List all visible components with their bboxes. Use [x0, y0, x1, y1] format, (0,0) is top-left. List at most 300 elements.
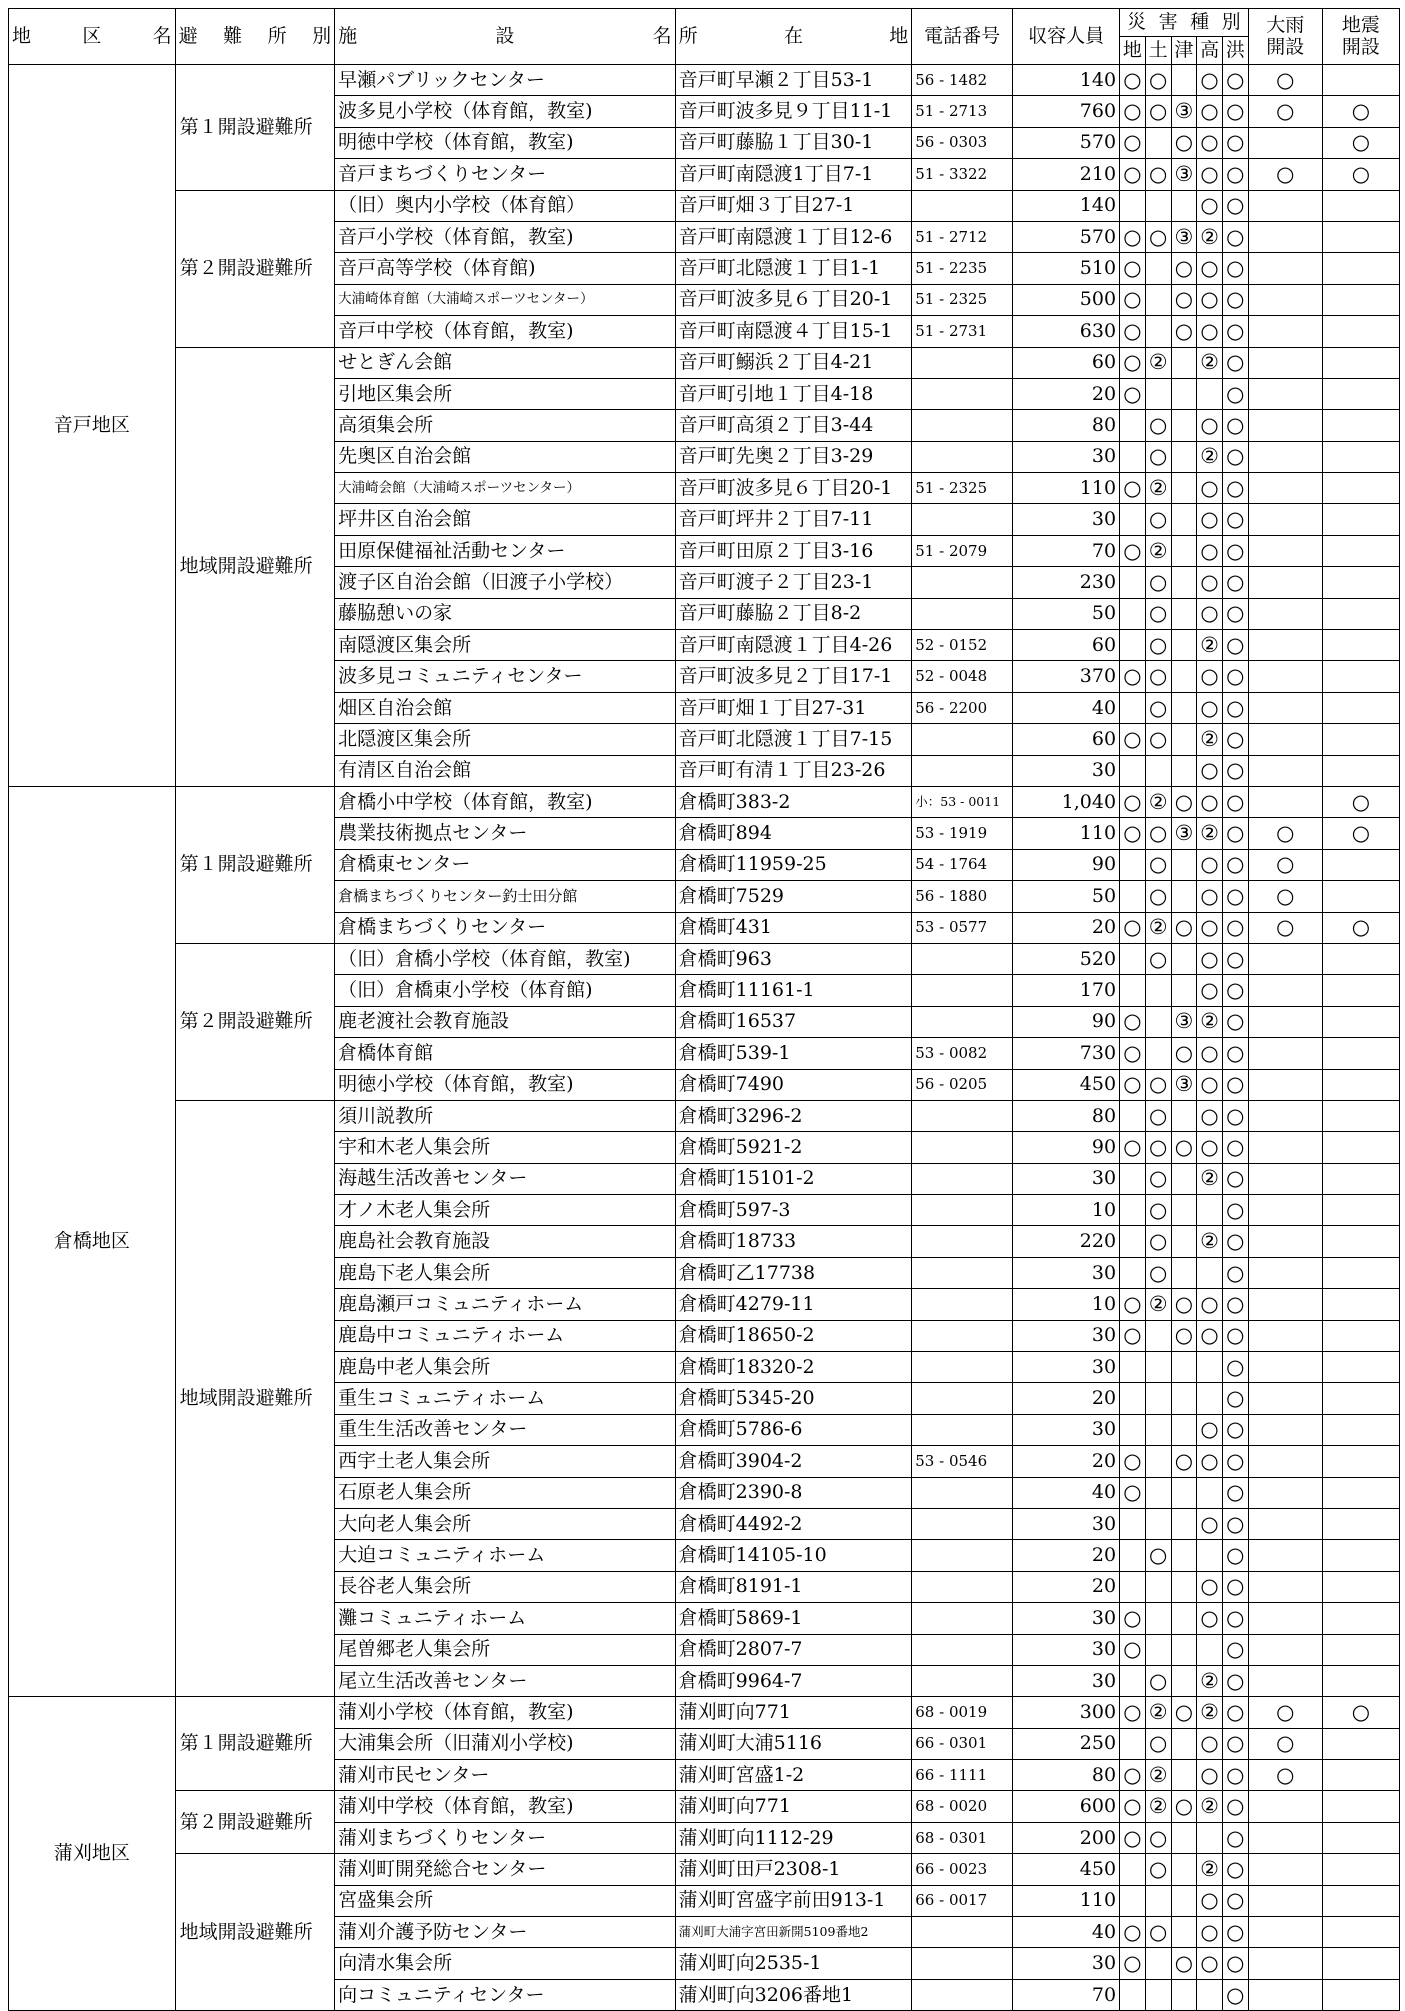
mark-earthquake	[1120, 755, 1146, 786]
mark-flood: ○	[1222, 567, 1248, 598]
facility-phone	[912, 1352, 1013, 1383]
facility-capacity: 200	[1013, 1822, 1120, 1853]
mark-landslide: ②	[1145, 912, 1171, 943]
mark-tsunami	[1171, 190, 1197, 221]
facility-name: 西宇土老人集会所	[335, 1446, 676, 1477]
facility-capacity: 450	[1013, 1854, 1120, 1885]
shelter-category: 第１開設避難所	[175, 1697, 334, 1791]
mark-earthquake-open	[1322, 221, 1399, 252]
mark-tsunami: ③	[1171, 159, 1197, 190]
mark-flood: ○	[1222, 1540, 1248, 1571]
mark-heavy-rain-open	[1248, 630, 1322, 661]
facility-address: 倉橋町7490	[675, 1069, 912, 1100]
mark-flood: ○	[1222, 1917, 1248, 1948]
mark-earthquake-open	[1322, 441, 1399, 472]
mark-earthquake-open	[1322, 1791, 1399, 1822]
facility-address: 倉橋町18733	[675, 1226, 912, 1257]
mark-landslide: ○	[1145, 1257, 1171, 1288]
mark-earthquake-open: ○	[1322, 1697, 1399, 1728]
facility-capacity: 300	[1013, 1697, 1120, 1728]
facility-name: 石原老人集会所	[335, 1477, 676, 1508]
mark-earthquake-open	[1322, 1320, 1399, 1351]
facility-address: 蒲刈町田戸2308-1	[675, 1854, 912, 1885]
mark-tsunami	[1171, 661, 1197, 692]
mark-earthquake	[1120, 410, 1146, 441]
facility-phone	[912, 1006, 1013, 1037]
facility-phone: 51 - 3322	[912, 159, 1013, 190]
mark-earthquake	[1120, 849, 1146, 880]
facility-phone: 66 - 0301	[912, 1728, 1013, 1759]
shelter-category: 第２開設避難所	[175, 1791, 334, 1854]
mark-earthquake: ○	[1120, 1006, 1146, 1037]
facility-phone	[912, 1634, 1013, 1665]
facility-phone	[912, 504, 1013, 535]
mark-flood: ○	[1222, 1414, 1248, 1445]
facility-address: 音戸町渡子２丁目23-1	[675, 567, 912, 598]
mark-storm-surge: ○	[1197, 504, 1223, 535]
mark-earthquake-open	[1322, 253, 1399, 284]
facility-name: （旧）奥内小学校（体育館）	[335, 190, 676, 221]
facility-phone	[912, 1571, 1013, 1602]
mark-landslide: ○	[1145, 504, 1171, 535]
facility-address: 音戸町高須２丁目3-44	[675, 410, 912, 441]
mark-storm-surge: ○	[1197, 316, 1223, 347]
mark-earthquake	[1120, 567, 1146, 598]
mark-heavy-rain-open	[1248, 1006, 1322, 1037]
mark-landslide	[1145, 1948, 1171, 1979]
mark-heavy-rain-open	[1248, 1979, 1322, 2010]
mark-landslide: ○	[1145, 818, 1171, 849]
mark-earthquake-open	[1322, 284, 1399, 315]
mark-flood: ○	[1222, 316, 1248, 347]
table-row	[9, 786, 1400, 817]
mark-tsunami	[1171, 1571, 1197, 1602]
mark-heavy-rain-open	[1248, 316, 1322, 347]
mark-storm-surge: ②	[1197, 347, 1223, 378]
facility-capacity: 110	[1013, 1885, 1120, 1916]
mark-landslide	[1145, 975, 1171, 1006]
facility-address: 蒲刈町向771	[675, 1697, 912, 1728]
mark-earthquake: ○	[1120, 1697, 1146, 1728]
mark-earthquake-open	[1322, 849, 1399, 880]
mark-earthquake-open: ○	[1322, 912, 1399, 943]
facility-name: （旧）倉橋東小学校（体育館)	[335, 975, 676, 1006]
district-name: 蒲刈地区	[9, 1697, 176, 2011]
facility-phone: 68 - 0020	[912, 1791, 1013, 1822]
mark-earthquake: ○	[1120, 1603, 1146, 1634]
facility-phone	[912, 1603, 1013, 1634]
mark-landslide: ○	[1145, 943, 1171, 974]
mark-landslide: ○	[1145, 1195, 1171, 1226]
facility-name: 明徳中学校（体育館，教室)	[335, 127, 676, 158]
mark-flood: ○	[1222, 441, 1248, 472]
mark-earthquake	[1120, 1571, 1146, 1602]
mark-earthquake: ○	[1120, 253, 1146, 284]
mark-storm-surge: ○	[1197, 1728, 1223, 1759]
mark-heavy-rain-open: ○	[1248, 96, 1322, 127]
mark-tsunami	[1171, 1226, 1197, 1257]
facility-address: 音戸町波多見６丁目20-1	[675, 284, 912, 315]
facility-capacity: 30	[1013, 1634, 1120, 1665]
mark-storm-surge: ○	[1197, 598, 1223, 629]
mark-landslide: ○	[1145, 692, 1171, 723]
mark-earthquake-open	[1322, 1571, 1399, 1602]
mark-heavy-rain-open: ○	[1248, 65, 1322, 96]
mark-storm-surge: ②	[1197, 221, 1223, 252]
mark-earthquake: ○	[1120, 378, 1146, 409]
mark-earthquake: ○	[1120, 1791, 1146, 1822]
mark-tsunami	[1171, 1885, 1197, 1916]
mark-flood: ○	[1222, 786, 1248, 817]
mark-flood: ○	[1222, 1132, 1248, 1163]
mark-storm-surge: ○	[1197, 253, 1223, 284]
facility-capacity: 30	[1013, 504, 1120, 535]
mark-earthquake	[1120, 630, 1146, 661]
mark-tsunami	[1171, 1477, 1197, 1508]
mark-flood: ○	[1222, 1383, 1248, 1414]
facility-address: 倉橋町597-3	[675, 1195, 912, 1226]
facility-capacity: 30	[1013, 441, 1120, 472]
facility-address: 音戸町南隠渡１丁目12-6	[675, 221, 912, 252]
mark-tsunami	[1171, 347, 1197, 378]
mark-heavy-rain-open: ○	[1248, 1697, 1322, 1728]
facility-name: 音戸中学校（体育館，教室)	[335, 316, 676, 347]
mark-heavy-rain-open	[1248, 1446, 1322, 1477]
mark-flood: ○	[1222, 1728, 1248, 1759]
facility-phone	[912, 1979, 1013, 2010]
mark-flood: ○	[1222, 1697, 1248, 1728]
mark-tsunami: ○	[1171, 1289, 1197, 1320]
mark-earthquake-open	[1322, 1383, 1399, 1414]
facility-phone	[912, 1383, 1013, 1414]
mark-heavy-rain-open	[1248, 1885, 1322, 1916]
facility-name: 田原保健福祉活動センター	[335, 535, 676, 566]
mark-earthquake-open	[1322, 1132, 1399, 1163]
table-row	[9, 65, 1400, 96]
mark-earthquake-open	[1322, 661, 1399, 692]
mark-storm-surge: ○	[1197, 1414, 1223, 1445]
mark-heavy-rain-open	[1248, 1634, 1322, 1665]
mark-earthquake-open	[1322, 1760, 1399, 1791]
facility-phone	[912, 1320, 1013, 1351]
mark-landslide: ○	[1145, 96, 1171, 127]
mark-landslide: ②	[1145, 786, 1171, 817]
mark-storm-surge	[1197, 1383, 1223, 1414]
mark-landslide: ○	[1145, 1132, 1171, 1163]
mark-landslide	[1145, 1979, 1171, 2010]
mark-flood: ○	[1222, 975, 1248, 1006]
facility-address: 倉橋町11959-25	[675, 849, 912, 880]
mark-heavy-rain-open	[1248, 190, 1322, 221]
mark-storm-surge: ○	[1197, 975, 1223, 1006]
mark-earthquake	[1120, 1383, 1146, 1414]
facility-capacity: 30	[1013, 1508, 1120, 1539]
mark-earthquake: ○	[1120, 535, 1146, 566]
shelter-category: 地域開設避難所	[175, 1100, 334, 1696]
mark-landslide: ○	[1145, 881, 1171, 912]
mark-storm-surge: ②	[1197, 818, 1223, 849]
facility-address: 蒲刈町宮盛字前田913-1	[675, 1885, 912, 1916]
facility-capacity: 10	[1013, 1289, 1120, 1320]
facility-address: 蒲刈町大浦字宮田新開5109番地2	[675, 1917, 912, 1948]
mark-storm-surge: ○	[1197, 1069, 1223, 1100]
mark-storm-surge: ②	[1197, 1665, 1223, 1696]
facility-name: 音戸まちづくりセンター	[335, 159, 676, 190]
facility-address: 倉橋町2390-8	[675, 1477, 912, 1508]
facility-name: 大浦集会所（旧蒲刈小学校)	[335, 1728, 676, 1759]
mark-heavy-rain-open: ○	[1248, 881, 1322, 912]
mark-storm-surge: ○	[1197, 127, 1223, 158]
mark-earthquake: ○	[1120, 1069, 1146, 1100]
mark-tsunami	[1171, 1854, 1197, 1885]
mark-flood: ○	[1222, 1665, 1248, 1696]
mark-storm-surge: ②	[1197, 1854, 1223, 1885]
mark-landslide: ○	[1145, 1163, 1171, 1194]
mark-storm-surge: ○	[1197, 410, 1223, 441]
facility-phone: 56 - 0303	[912, 127, 1013, 158]
mark-earthquake	[1120, 881, 1146, 912]
facility-capacity: 110	[1013, 818, 1120, 849]
mark-earthquake-open	[1322, 347, 1399, 378]
mark-flood: ○	[1222, 473, 1248, 504]
facility-address: 音戸町引地１丁目4-18	[675, 378, 912, 409]
facility-name: 大向老人集会所	[335, 1508, 676, 1539]
mark-tsunami	[1171, 441, 1197, 472]
mark-flood: ○	[1222, 1634, 1248, 1665]
facility-name: 尾曽郷老人集会所	[335, 1634, 676, 1665]
facility-phone: 56 - 1880	[912, 881, 1013, 912]
facility-phone: 51 - 2325	[912, 284, 1013, 315]
mark-flood: ○	[1222, 1854, 1248, 1885]
mark-flood: ○	[1222, 1885, 1248, 1916]
facility-name: 倉橋体育館	[335, 1038, 676, 1069]
mark-earthquake-open	[1322, 1508, 1399, 1539]
mark-earthquake	[1120, 598, 1146, 629]
mark-tsunami	[1171, 1665, 1197, 1696]
mark-heavy-rain-open	[1248, 253, 1322, 284]
facility-address: 音戸町坪井２丁目7-11	[675, 504, 912, 535]
facility-phone	[912, 1540, 1013, 1571]
mark-earthquake: ○	[1120, 724, 1146, 755]
facility-capacity: 40	[1013, 1917, 1120, 1948]
mark-earthquake	[1120, 943, 1146, 974]
mark-tsunami	[1171, 1414, 1197, 1445]
mark-flood: ○	[1222, 598, 1248, 629]
mark-earthquake	[1120, 1979, 1146, 2010]
mark-flood: ○	[1222, 1822, 1248, 1853]
mark-earthquake-open	[1322, 1226, 1399, 1257]
facility-capacity: 20	[1013, 1446, 1120, 1477]
facility-phone	[912, 378, 1013, 409]
facility-capacity: 60	[1013, 347, 1120, 378]
facility-name: 大浦崎会館（大浦崎スポーツセンター）	[335, 473, 676, 504]
facility-capacity: 30	[1013, 1163, 1120, 1194]
mark-flood: ○	[1222, 190, 1248, 221]
table-row	[9, 943, 1400, 974]
mark-tsunami: ③	[1171, 1069, 1197, 1100]
mark-earthquake	[1120, 504, 1146, 535]
header-disaster-type: 災 害 種 別	[1120, 9, 1249, 37]
mark-earthquake	[1120, 1508, 1146, 1539]
facility-address: 倉橋町5869-1	[675, 1603, 912, 1634]
mark-earthquake	[1120, 1665, 1146, 1696]
mark-earthquake: ○	[1120, 818, 1146, 849]
mark-tsunami: ○	[1171, 284, 1197, 315]
mark-tsunami	[1171, 1979, 1197, 2010]
mark-tsunami	[1171, 1728, 1197, 1759]
facility-address: 倉橋町乙17738	[675, 1257, 912, 1288]
mark-tsunami	[1171, 535, 1197, 566]
facility-name: 鹿島社会教育施設	[335, 1226, 676, 1257]
facility-capacity: 30	[1013, 755, 1120, 786]
mark-tsunami	[1171, 849, 1197, 880]
mark-earthquake-open	[1322, 630, 1399, 661]
mark-earthquake: ○	[1120, 1760, 1146, 1791]
mark-earthquake-open	[1322, 1006, 1399, 1037]
facility-capacity: 600	[1013, 1791, 1120, 1822]
facility-phone	[912, 1665, 1013, 1696]
mark-heavy-rain-open	[1248, 1917, 1322, 1948]
mark-landslide: ○	[1145, 1100, 1171, 1131]
mark-tsunami	[1171, 1822, 1197, 1853]
facility-name: 向清水集会所	[335, 1948, 676, 1979]
facility-address: 音戸町北隠渡１丁目1-1	[675, 253, 912, 284]
header-district: 地 区 名	[9, 9, 176, 65]
mark-earthquake-open	[1322, 1854, 1399, 1885]
facility-name: せとぎん会館	[335, 347, 676, 378]
mark-tsunami	[1171, 975, 1197, 1006]
mark-heavy-rain-open	[1248, 504, 1322, 535]
facility-capacity: 70	[1013, 535, 1120, 566]
facility-phone: 51 - 2712	[912, 221, 1013, 252]
facility-phone: 66 - 1111	[912, 1760, 1013, 1791]
mark-heavy-rain-open	[1248, 1603, 1322, 1634]
mark-flood: ○	[1222, 1100, 1248, 1131]
facility-name: 倉橋まちづくりセンター釣士田分館	[335, 881, 676, 912]
mark-tsunami: ○	[1171, 1038, 1197, 1069]
mark-flood: ○	[1222, 1603, 1248, 1634]
mark-tsunami: ○	[1171, 1791, 1197, 1822]
facility-capacity: 40	[1013, 1477, 1120, 1508]
mark-earthquake-open	[1322, 316, 1399, 347]
mark-storm-surge	[1197, 1477, 1223, 1508]
mark-earthquake-open	[1322, 190, 1399, 221]
mark-flood: ○	[1222, 849, 1248, 880]
facility-phone	[912, 755, 1013, 786]
mark-tsunami: ③	[1171, 1006, 1197, 1037]
facility-address: 音戸町鰯浜２丁目4-21	[675, 347, 912, 378]
mark-earthquake	[1120, 1352, 1146, 1383]
facility-name: 蒲刈市民センター	[335, 1760, 676, 1791]
mark-tsunami	[1171, 1634, 1197, 1665]
mark-storm-surge: ○	[1197, 1885, 1223, 1916]
mark-storm-surge: ○	[1197, 692, 1223, 723]
mark-tsunami	[1171, 943, 1197, 974]
mark-earthquake-open	[1322, 1603, 1399, 1634]
mark-earthquake-open	[1322, 1446, 1399, 1477]
mark-earthquake-open	[1322, 881, 1399, 912]
mark-earthquake: ○	[1120, 127, 1146, 158]
facility-phone	[912, 1132, 1013, 1163]
mark-landslide: ○	[1145, 724, 1171, 755]
mark-storm-surge: ○	[1197, 1603, 1223, 1634]
facility-address: 倉橋町8191-1	[675, 1571, 912, 1602]
shelter-category: 地域開設避難所	[175, 1854, 334, 2011]
facility-address: 倉橋町5921-2	[675, 1132, 912, 1163]
facility-name: 南隠渡区集会所	[335, 630, 676, 661]
mark-earthquake	[1120, 692, 1146, 723]
mark-storm-surge	[1197, 1979, 1223, 2010]
mark-heavy-rain-open	[1248, 473, 1322, 504]
mark-earthquake-open	[1322, 504, 1399, 535]
mark-flood: ○	[1222, 630, 1248, 661]
mark-storm-surge: ②	[1197, 1226, 1223, 1257]
mark-heavy-rain-open	[1248, 1132, 1322, 1163]
mark-tsunami: ○	[1171, 127, 1197, 158]
mark-tsunami: ○	[1171, 316, 1197, 347]
mark-storm-surge	[1197, 378, 1223, 409]
mark-tsunami	[1171, 1257, 1197, 1288]
table-row	[9, 347, 1400, 378]
mark-heavy-rain-open	[1248, 1854, 1322, 1885]
mark-earthquake: ○	[1120, 1038, 1146, 1069]
facility-capacity: 220	[1013, 1226, 1120, 1257]
mark-storm-surge: ○	[1197, 65, 1223, 96]
mark-storm-surge: ○	[1197, 1760, 1223, 1791]
mark-landslide	[1145, 1446, 1171, 1477]
mark-earthquake-open	[1322, 724, 1399, 755]
facility-phone: 53 - 0577	[912, 912, 1013, 943]
mark-flood: ○	[1222, 1226, 1248, 1257]
mark-landslide: ②	[1145, 473, 1171, 504]
facility-address: 倉橋町3904-2	[675, 1446, 912, 1477]
mark-heavy-rain-open	[1248, 1163, 1322, 1194]
mark-earthquake: ○	[1120, 1320, 1146, 1351]
mark-storm-surge: ○	[1197, 881, 1223, 912]
mark-heavy-rain-open	[1248, 1226, 1322, 1257]
mark-earthquake: ○	[1120, 1446, 1146, 1477]
facility-name: 向コミュニティセンター	[335, 1979, 676, 2010]
mark-earthquake: ○	[1120, 1477, 1146, 1508]
facility-address: 倉橋町7529	[675, 881, 912, 912]
mark-storm-surge: ○	[1197, 1917, 1223, 1948]
mark-flood: ○	[1222, 127, 1248, 158]
mark-earthquake-open	[1322, 1665, 1399, 1696]
facility-capacity: 60	[1013, 630, 1120, 661]
facility-address: 蒲刈町大浦5116	[675, 1728, 912, 1759]
facility-phone	[912, 1226, 1013, 1257]
facility-name: 先奥区自治会館	[335, 441, 676, 472]
mark-storm-surge: ②	[1197, 630, 1223, 661]
mark-heavy-rain-open	[1248, 347, 1322, 378]
mark-heavy-rain-open	[1248, 441, 1322, 472]
mark-heavy-rain-open	[1248, 1665, 1322, 1696]
facility-address: 倉橋町539-1	[675, 1038, 912, 1069]
mark-earthquake: ○	[1120, 1917, 1146, 1948]
facility-address: 倉橋町18650-2	[675, 1320, 912, 1351]
mark-heavy-rain-open	[1248, 1289, 1322, 1320]
mark-heavy-rain-open	[1248, 1571, 1322, 1602]
facility-phone: 52 - 0152	[912, 630, 1013, 661]
mark-earthquake-open	[1322, 1477, 1399, 1508]
facility-capacity: 30	[1013, 1665, 1120, 1696]
mark-landslide	[1145, 1038, 1171, 1069]
facility-capacity: 10	[1013, 1195, 1120, 1226]
mark-heavy-rain-open	[1248, 127, 1322, 158]
mark-earthquake: ○	[1120, 1289, 1146, 1320]
mark-storm-surge: ○	[1197, 1508, 1223, 1539]
facility-address: 倉橋町3296-2	[675, 1100, 912, 1131]
